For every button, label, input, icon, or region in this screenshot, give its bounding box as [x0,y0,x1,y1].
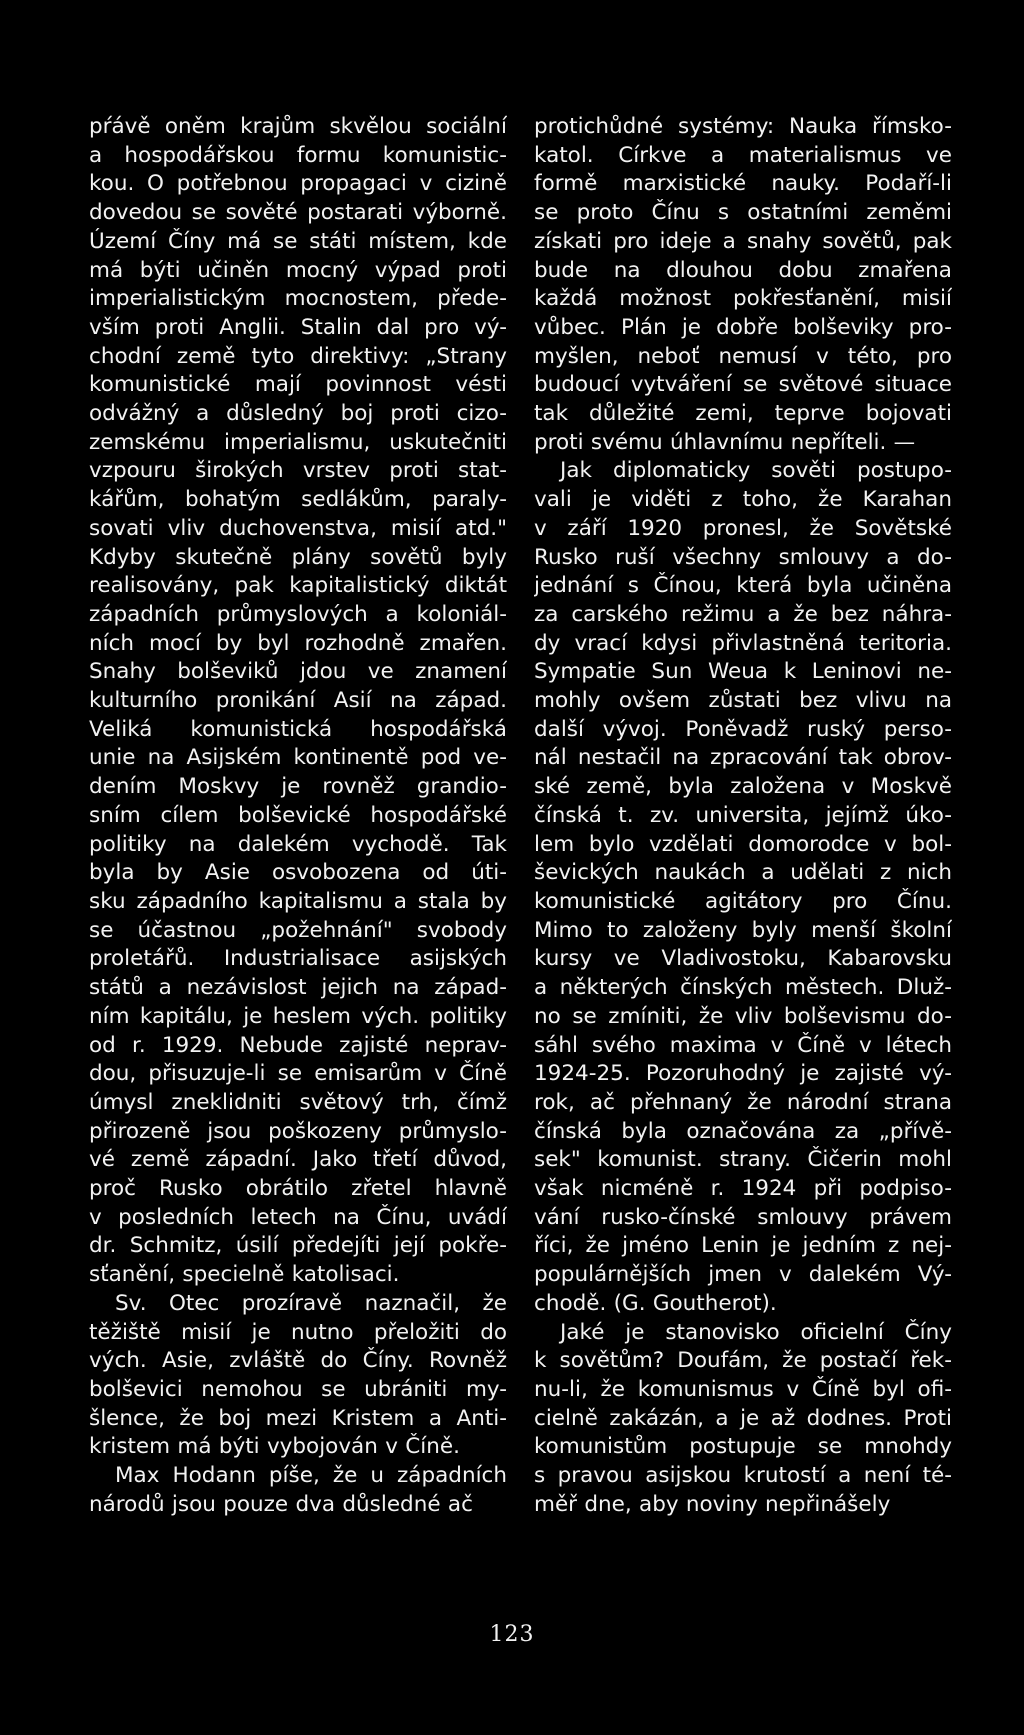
text-line: úmysl zneklidniti světový trh, čímž [89,1089,507,1115]
text-line: komunistické agitátory pro Čínu. [534,888,952,914]
text-line: cielně zakázán, a je až dodnes. Proti [534,1405,952,1431]
text-line: komunistické mají povinnost vésti [89,372,507,398]
text-line: k sovětům? Doufám, že postačí řek- [534,1348,952,1374]
text-line: politiky na dalekém vychodě. Tak [89,831,507,857]
text-line: vzpouru širokých vrstev proti stat- [89,458,507,484]
text-line: myšlen, neboť nemusí v této, pro [534,343,952,369]
text-line: národů jsou pouze dva důsledné ač [89,1491,473,1517]
text-line: odvážný a důsledný boj proti cizo- [89,401,507,427]
text-line: komunistům postupuje se mnohdy [534,1434,952,1460]
text-line: realisovány, pak kapitalistický diktát [89,573,507,599]
text-line: vé země západní. Jako třetí důvod, [89,1147,507,1173]
text-line: dovedou se sověté postarati výborně. [89,200,507,226]
text-line: sku západního kapitalismu a stala by [89,888,507,914]
text-line: sovati vliv duchovenstva, misií atd." [89,515,507,541]
text-line: unie na Asijském kontinentě pod ve- [89,745,507,771]
text-line: Kdyby skutečně plány sovětů byly [89,544,507,570]
text-line: Veliká komunistická hospodářská [89,716,507,742]
text-line: proč Rusko obrátilo zřetel hlavně [89,1176,507,1202]
text-line: populárnějších jmen v dalekém Vý- [534,1262,952,1288]
text-line: zemskému imperialismu, uskutečniti [89,429,507,455]
text-line: Rusko ruší všechny smlouvy a do- [534,544,952,570]
text-line: proletářů. Industrialisace asijských [89,946,507,972]
text-line: sním cílem bolševické hospodářské [89,802,507,828]
text-line: a hospodářskou formu komunistic- [89,142,507,168]
text-line: sáhl svého maxima v Číně v létech [534,1032,952,1058]
text-line: Území Číny má se státi místem, kde [89,228,507,254]
text-line: šlence, že boj mezi Kristem a Anti- [89,1405,507,1431]
text-line: Jaké je stanovisko oficielní Číny [560,1319,952,1345]
text-line: katol. Církve a materialismus ve [534,142,952,168]
text-line: se proto Čínu s ostatními zeměmi [534,200,952,226]
text-line: lem bylo vzdělati domorodce v bol- [534,831,952,857]
text-line: má býti učiněn mocný výpad proti [89,257,507,283]
text-line: kou. O potřebnou propagaci v cizině [89,171,507,197]
text-line: za carského režimu a že bez náhra- [534,601,952,627]
text-line: mohly ovšem zůstati bez vlivu na [534,688,952,714]
text-line: vých. Asie, zvláště do Číny. Rovněž [89,1348,507,1374]
text-line: chodní země tyto direktivy: „Strany [89,343,507,369]
text-line: ševických naukách a udělati z nich [534,860,952,886]
text-line: v posledních letech na Čínu, uvádí [89,1204,507,1230]
text-line: proti svému úhlavnímu nepříteli. — [534,429,916,455]
text-line: v září 1920 pronesl, že Sovětské [534,515,952,541]
text-line: dou, přisuzuje-li se emisarům v Číně [89,1061,507,1087]
text-line: čínská t. zv. universita, jejímž úko- [534,802,952,828]
text-line: každá možnost pokřesťanění, misií [534,286,952,312]
left-text-column [89,113,507,1519]
text-line: těžiště misií je nutno přeložiti do [89,1319,507,1345]
text-line: imperialistickým mocnostem, přede- [89,286,507,312]
text-line: dy vrací kdysi přivlastněná teritoria. [534,630,952,656]
text-line: bude na dlouhou dobu zmařena [534,257,952,283]
text-line: rok, ač přehnaný že národní strana [534,1089,952,1115]
text-line: nu-li, že komunismus v Číně byl ofi- [534,1376,952,1402]
text-line: Snahy bolševiků jdou ve znamení [89,659,507,685]
text-line: 1924-25. Pozoruhodný je zajisté vý- [534,1061,952,1087]
text-line: budoucí vytváření se světové situace [534,372,952,398]
text-line: získati pro ideje a snahy sovětů, pak [534,228,952,254]
text-line: bolševici nemohou se ubrániti my- [89,1376,507,1402]
text-line: byla by Asie osvobozena od úti- [89,860,507,886]
text-line: s pravou asijskou krutostí a není té- [534,1463,952,1489]
text-line: Sv. Otec prozíravě naznačil, že [115,1290,507,1316]
text-line: vším proti Anglii. Stalin dal pro vý- [89,314,507,340]
text-line: však nicméně r. 1924 při podpiso- [534,1176,952,1202]
text-line: tak důležité zemi, teprve bojovati [534,401,952,427]
text-line: dr. Schmitz, úsilí předejíti její pokře- [89,1233,507,1259]
text-line: čínská byla označována za „přívě- [534,1118,952,1144]
text-line: nál nestačil na zpracování tak obrov- [534,745,952,771]
text-line: Mimo to založeny byly menší školní [534,917,952,943]
text-line: sťanění, specielně katolisaci. [89,1262,400,1288]
text-line: a některých čínských městech. Dluž- [534,975,952,1001]
text-line: vali je viděti z toho, že Karahan [534,487,952,513]
text-line: kursy ve Vladivostoku, Kabarovsku [534,946,952,972]
text-line: vůbec. Plán je dobře bolševiky pro- [534,314,952,340]
text-line: kristem má býti vybojován v Číně. [89,1434,460,1460]
text-line: ské země, byla založena v Moskvě [534,774,952,800]
text-line: formě marxistické nauky. Podaří-li [534,171,952,197]
text-line: kulturního pronikání Asií na západ. [89,688,507,714]
text-line: ním kapitálu, je heslem vých. politiky [89,1003,507,1029]
text-line: západních průmyslových a koloniál- [89,601,507,627]
text-line: přirozeně jsou poškozeny průmyslo- [89,1118,507,1144]
text-line: ních mocí by byl rozhodně zmařen. [89,630,507,656]
text-line: vání rusko-čínské smlouvy právem [534,1204,952,1230]
text-line: protichůdné systémy: Nauka římsko- [534,114,952,139]
text-line: dením Moskvy je rovněž grandio- [89,774,507,800]
text-line: jednání s Čínou, která byla učiněna [534,573,952,599]
text-line: pŕávě oněm krajům skvělou sociální [89,114,507,139]
text-line: další vývoj. Poněvadž ruský perso- [534,716,952,742]
text-line: se účastnou „požehnání" svobody [89,917,507,943]
text-line: říci, že jméno Lenin je jedním z nej- [534,1233,952,1259]
text-line: chodě. (G. Goutherot). [534,1290,777,1316]
text-line: kářům, bohatým sedlákům, paraly- [89,487,507,513]
text-line: Max Hodann píše, že u západních [115,1463,507,1489]
text-line: států a nezávislost jejich na západ- [89,975,507,1001]
text-line: od r. 1929. Nebude zajisté neprav- [89,1032,507,1058]
text-line: sek" komunist. strany. Čičerin mohl [534,1147,952,1173]
text-line: Jak diplomaticky sověti postupo- [560,458,952,484]
right-text-column [534,113,952,1519]
text-line: Sympatie Sun Weua k Leninovi ne- [534,659,952,685]
text-line: měř dne, aby noviny nepřinášely [534,1491,891,1517]
text-line: no se zmíniti, že vliv bolševismu do- [534,1003,952,1029]
page-number: 123 [489,1622,535,1647]
